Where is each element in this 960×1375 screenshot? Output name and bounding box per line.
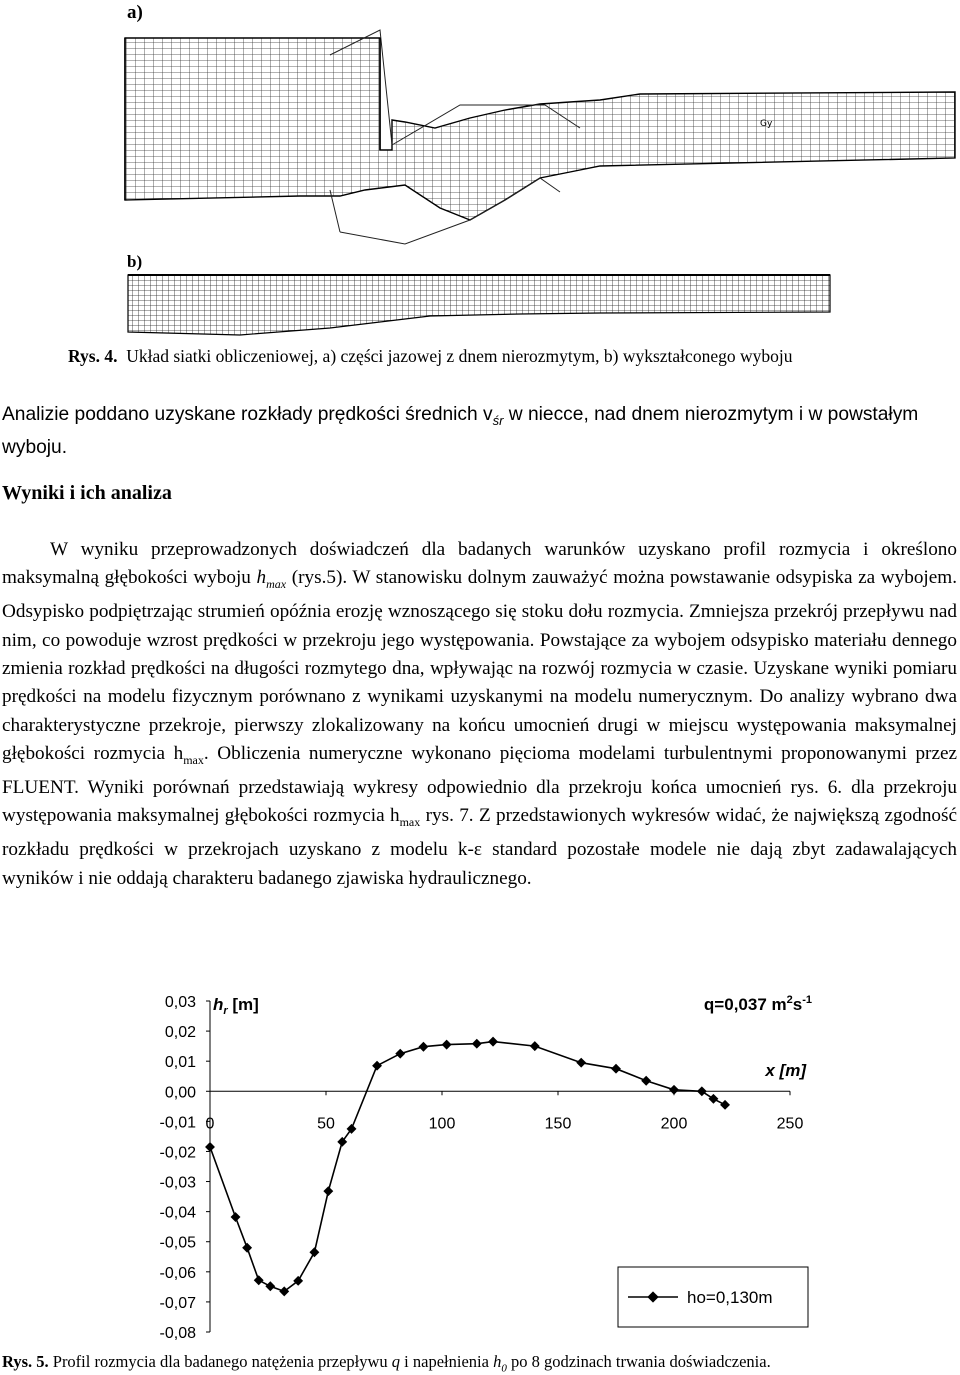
data-point	[442, 1040, 452, 1050]
mesh-figure	[0, 0, 960, 345]
hmax-subscript-1: max	[183, 752, 204, 767]
figure5-caption-text2: i napełnienia	[400, 1352, 494, 1371]
x-tick-label: 0	[205, 1115, 215, 1133]
data-point	[265, 1281, 275, 1291]
y-tick-label: -0,05	[159, 1234, 196, 1252]
x-tick-label: 150	[544, 1115, 572, 1133]
y-tick-label: -0,03	[159, 1174, 196, 1192]
data-point	[337, 1137, 347, 1147]
data-point	[708, 1094, 718, 1104]
y-tick-label: -0,06	[159, 1264, 196, 1282]
data-point	[395, 1049, 405, 1059]
y-tick-label: 0,00	[164, 1084, 196, 1102]
mesh-a	[125, 30, 955, 244]
data-point	[254, 1275, 264, 1285]
flow-annotation: q=0,037 $m^2s^{-1}$	[703, 994, 812, 1014]
data-point	[697, 1086, 707, 1096]
paragraph-2-part4: rys. 7. Z przedstawionych wykresów widać, że największą zgodność rozkładu prędkości w przekrojach uzyskano z modelu k-ε standard pozostałe modele nie dają zbyt zadawalających wyników i nie oddają charakteru badanego zjawiska hydraulicznego.	[2, 805, 957, 889]
y-tick-label: 0,01	[164, 1054, 196, 1072]
figure5-caption-number: Rys. 5.	[2, 1352, 49, 1371]
data-point	[720, 1100, 730, 1110]
data-point	[472, 1039, 482, 1049]
y-axis-label: $h_r$ [m]	[213, 995, 259, 1017]
mesh-b	[128, 275, 830, 335]
x-axis-label: x [m]	[765, 1061, 806, 1080]
data-point	[309, 1247, 319, 1257]
series-points	[205, 1037, 730, 1297]
x-tick-label: 50	[317, 1115, 335, 1133]
figure4-caption-number: Rys. 4.	[68, 346, 118, 366]
data-point	[641, 1076, 651, 1086]
figure-label-b: b)	[127, 252, 143, 271]
scour-profile-chart	[140, 985, 820, 1350]
paragraph-1-subscript: śr	[492, 412, 504, 428]
data-point	[231, 1212, 241, 1222]
legend	[618, 1267, 808, 1327]
data-point	[488, 1037, 498, 1047]
paragraph-2	[2, 536, 957, 893]
x-tick-label: 100	[428, 1115, 456, 1133]
paragraph-1	[2, 401, 957, 461]
y-tick-label: -0,07	[159, 1294, 196, 1312]
y-axis-ticks	[160, 994, 210, 1342]
data-point	[418, 1042, 428, 1052]
y-tick-label: 0,02	[164, 1024, 196, 1042]
gy-label: Gy	[760, 119, 773, 129]
h0-symbol: $h_0$	[493, 1352, 507, 1375]
paragraph-2-part2: (rys.5). W stanowisku dolnym zauważyć można powstawanie odsypiska za wybojem. Odsypisko podpiętrzając strumień opóźnia erozję wznoszącego się stoku dołu rozmycia. Zmniejsza przekrój przepływu nad nim, co powoduje wzrost prędkości w przekroju jego występowania. Powstające za wybojem odsypisko materiału dennego zmienia rozkład prędkości na długości rozmytego dna, wpływając na rozwój rozmycia w czasie. Uzyskane wyniki pomiaru prędkości na modelu fizycznym porównano z wynikami uzyskanymi na modelu numerycznym. Do analizy wybrano dwa charakterystyczne przekroje, pierwszy zlokalizowany na końcu umocnień drugi w miejscu występowania maksymalnej głębokości rozmycia h	[2, 567, 957, 764]
q-symbol: q	[391, 1352, 401, 1371]
y-tick-label: -0,04	[159, 1204, 196, 1222]
figure4-caption	[68, 346, 792, 367]
y-tick-label: -0,02	[159, 1144, 196, 1162]
legend-series-label: ho=0,130m	[687, 1288, 773, 1307]
y-tick-label: -0,08	[159, 1325, 196, 1342]
figure-label-a: a)	[127, 2, 143, 23]
paragraph-2-part1: W wyniku przeprowadzonych doświadczeń dla badanych warunków uzyskano profil rozmycia i określono maksymalną głębokości wyboju	[2, 539, 957, 589]
y-tick-label: -0,01	[159, 1114, 196, 1132]
paragraph-2-part3: . Obliczenia numeryczne wykonano pięcioma modelami turbulentnymi proponowanymi przez FLUENT. Wyniki porównań przedstawiają wykresy odpowiednio dla przekroju końca umocnień rys. 6. dla przekroju występowania maksymalnej głębokości rozmycia h	[2, 742, 957, 827]
figure5-caption-text1: Profil rozmycia dla badanego natężenia przepływu	[48, 1352, 392, 1371]
y-tick-label: 0,03	[164, 994, 196, 1011]
hmax-subscript-2: max	[399, 815, 421, 830]
data-point	[530, 1041, 540, 1051]
data-point	[205, 1142, 215, 1152]
data-point	[323, 1186, 333, 1196]
paragraph-1-text: Analizie poddano uzyskane rozkłady prędkości średnich v	[2, 404, 493, 425]
section-heading: Wyniki i ich analiza	[2, 482, 172, 504]
figure5-caption-text3: po 8 godzinach trwania doświadczenia.	[506, 1352, 771, 1371]
figure5-caption	[2, 1352, 771, 1374]
figure4-caption-text: Układ siatki obliczeniowej, a) części jazowej z dnem nierozmytym, b) wykształconego wyboju	[126, 346, 793, 366]
data-point	[576, 1058, 586, 1068]
data-point	[242, 1243, 252, 1253]
x-tick-label: 250	[776, 1115, 804, 1133]
data-point	[611, 1064, 621, 1074]
data-point	[669, 1085, 679, 1095]
paragraph-1-text-end: w niecce, nad dnem nierozmytym i w powstałym wyboju.	[2, 404, 919, 458]
x-tick-label: 200	[660, 1115, 688, 1133]
data-point	[372, 1061, 382, 1071]
hmax-symbol: $h_{max}$	[256, 567, 287, 592]
